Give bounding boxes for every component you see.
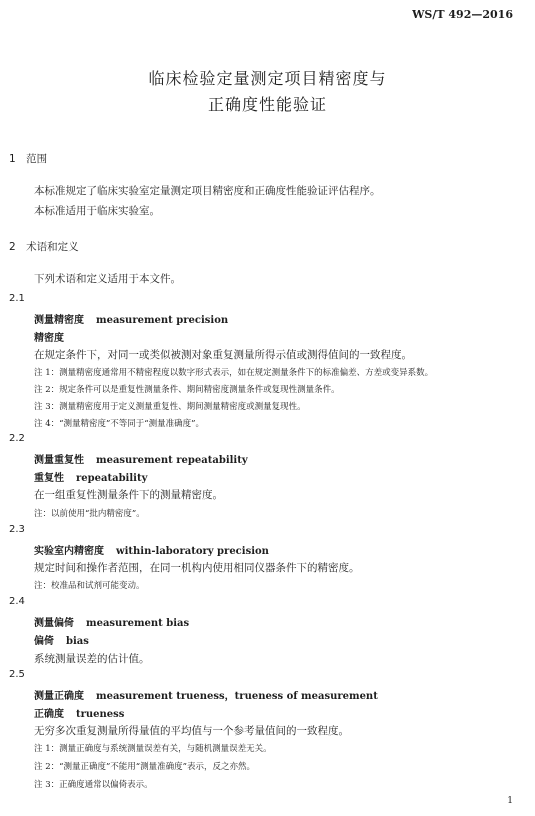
term-alias: [34, 469, 147, 484]
section-1-heading: 1 范围: [9, 153, 48, 165]
section-2-intro: 下列术语和定义适用于本文件。: [34, 273, 181, 285]
term-alias: [34, 329, 64, 344]
term-definition: 在一组重复性测量条件下的测量精密度。: [34, 489, 223, 501]
term-note: 注 2：“测量正确度”不能用“测量准确度”表示，反之亦然。: [34, 762, 255, 772]
alias-cn: 偏倚: [34, 636, 54, 647]
term-note: 注 3：测量精密度用于定义测量重复性、期间测量精密度或测量复现性。: [34, 402, 306, 412]
term-en: measurement precision: [96, 315, 229, 326]
alias-en: trueness: [76, 709, 125, 720]
clause-number: 2.5: [9, 669, 25, 680]
term-cn: 测量精密度: [34, 315, 84, 326]
alias-en: repeatability: [76, 473, 148, 484]
term-cn: 测量重复性: [34, 455, 84, 466]
term-en: measurement trueness，trueness of measurement: [96, 691, 378, 702]
clause-number: 2.2: [9, 433, 25, 444]
alias-en: bias: [66, 636, 89, 647]
term-heading: [34, 542, 269, 557]
term-cn: 测量正确度: [34, 691, 84, 702]
term-heading: [34, 687, 378, 702]
term-en: within-laboratory precision: [116, 546, 269, 557]
term-note: 注 1：测量正确度与系统测量误差有关，与随机测量误差无关。: [34, 744, 272, 754]
term-en: measurement bias: [86, 618, 190, 629]
clause-number: 2.4: [9, 596, 25, 607]
term-note: 注：校准品和试剂可能变动。: [34, 581, 145, 591]
term-definition: 无穷多次重复测量所得量值的平均值与一个参考量值间的一致程度。: [34, 725, 349, 737]
term-note: 注 3：正确度通常以偏倚表示。: [34, 780, 153, 790]
page-number: 1: [507, 796, 513, 806]
term-alias: [34, 632, 89, 647]
term-heading: [34, 451, 248, 466]
term-cn: 实验室内精密度: [34, 546, 104, 557]
term-definition: 规定时间和操作者范围，在同一机构内使用相同仪器条件下的精密度。: [34, 562, 360, 574]
alias-cn: 重复性: [34, 473, 64, 484]
alias-cn: 正确度: [34, 709, 64, 720]
term-cn: 测量偏倚: [34, 618, 74, 629]
section-2-heading: 2 术语和定义: [9, 241, 79, 253]
term-note: 注 2：规定条件可以是重复性测量条件、期间精密度测量条件或复现性测量条件。: [34, 385, 340, 395]
alias-cn: 精密度: [34, 333, 64, 344]
section-1-paragraph: 本标准规定了临床实验室定量测定项目精密度和正确度性能验证评估程序。: [34, 185, 381, 197]
section-1-paragraph: 本标准适用于临床实验室。: [34, 205, 160, 217]
term-heading: [34, 311, 228, 326]
clause-number: 2.3: [9, 524, 25, 535]
standard-code: WS/T 492—2016: [412, 8, 513, 21]
term-alias: [34, 705, 124, 720]
term-en: measurement repeatability: [96, 455, 248, 466]
document-title-line1: 临床检验定量测定项目精密度与: [148, 69, 387, 88]
term-definition: 在规定条件下，对同一或类似被测对象重复测量所得示值或测得值间的一致程度。: [34, 349, 412, 361]
clause-number: 2.1: [9, 293, 25, 304]
term-note: 注：以前使用“批内精密度”。: [34, 509, 145, 519]
term-definition: 系统测量误差的估计值。: [34, 653, 150, 665]
term-note: 注 4：“测量精密度”不等同于“测量准确度”。: [34, 419, 204, 429]
term-heading: [34, 614, 189, 629]
term-note: 注 1：测量精密度通常用不精密程度以数字形式表示，如在规定测量条件下的标准偏差、方差或变异系数。: [34, 368, 434, 378]
document-title-line2: 正确度性能验证: [207, 95, 327, 114]
